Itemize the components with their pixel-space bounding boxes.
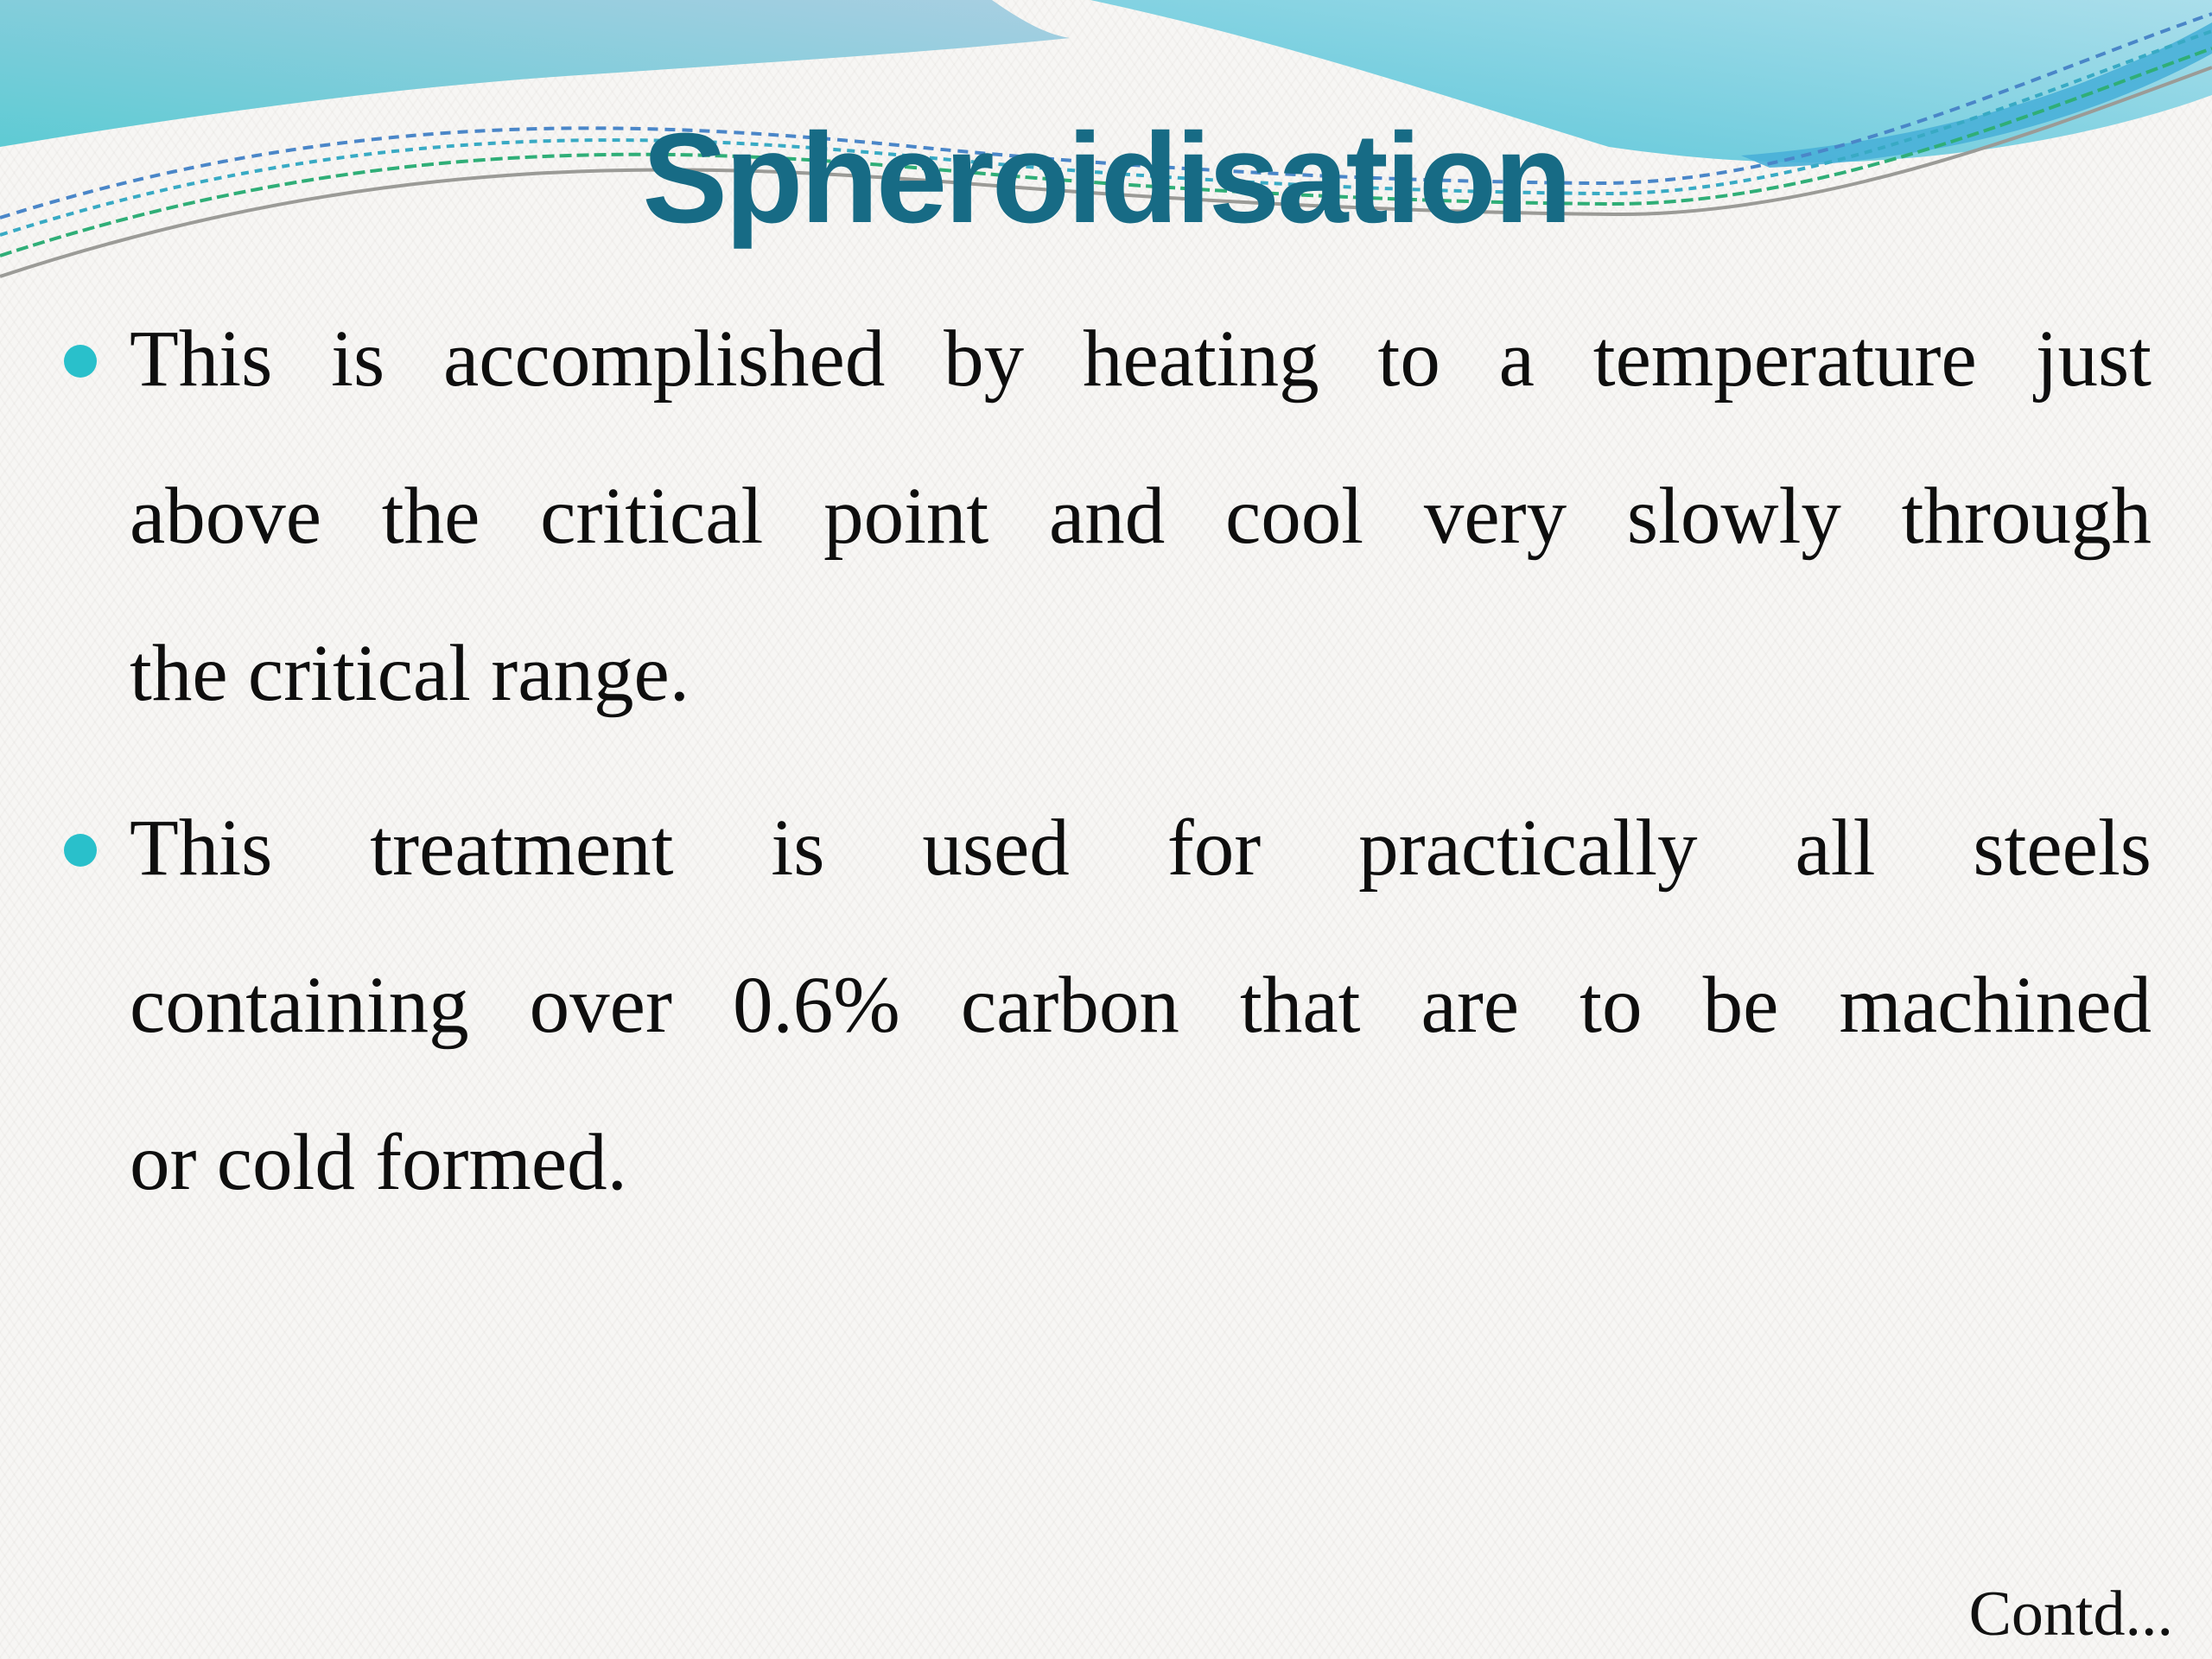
bullet-2-line-3: or cold formed. bbox=[130, 1118, 627, 1207]
bullet-item-2 bbox=[130, 770, 2152, 1242]
continuation-note: Contd... bbox=[1968, 1578, 2173, 1649]
bullet-1-line-3: the critical range. bbox=[130, 629, 690, 718]
bullet-icon bbox=[64, 834, 97, 867]
bullet-item-1 bbox=[130, 281, 2152, 753]
bullet-1-line-2: above the critical point and cool very slowly through bbox=[130, 472, 2152, 561]
bullet-2-line-2: containing over 0.6% carbon that are to be machined bbox=[130, 961, 2152, 1050]
bullet-icon bbox=[64, 345, 97, 378]
bullet-1-line-1: This is accomplished by heating to a temperature just bbox=[130, 315, 2152, 404]
slide-title: Spheroidisation bbox=[642, 107, 1570, 250]
bullet-2-line-1: This treatment is used for practically all steels bbox=[130, 804, 2152, 893]
slide-body bbox=[130, 281, 2152, 1259]
